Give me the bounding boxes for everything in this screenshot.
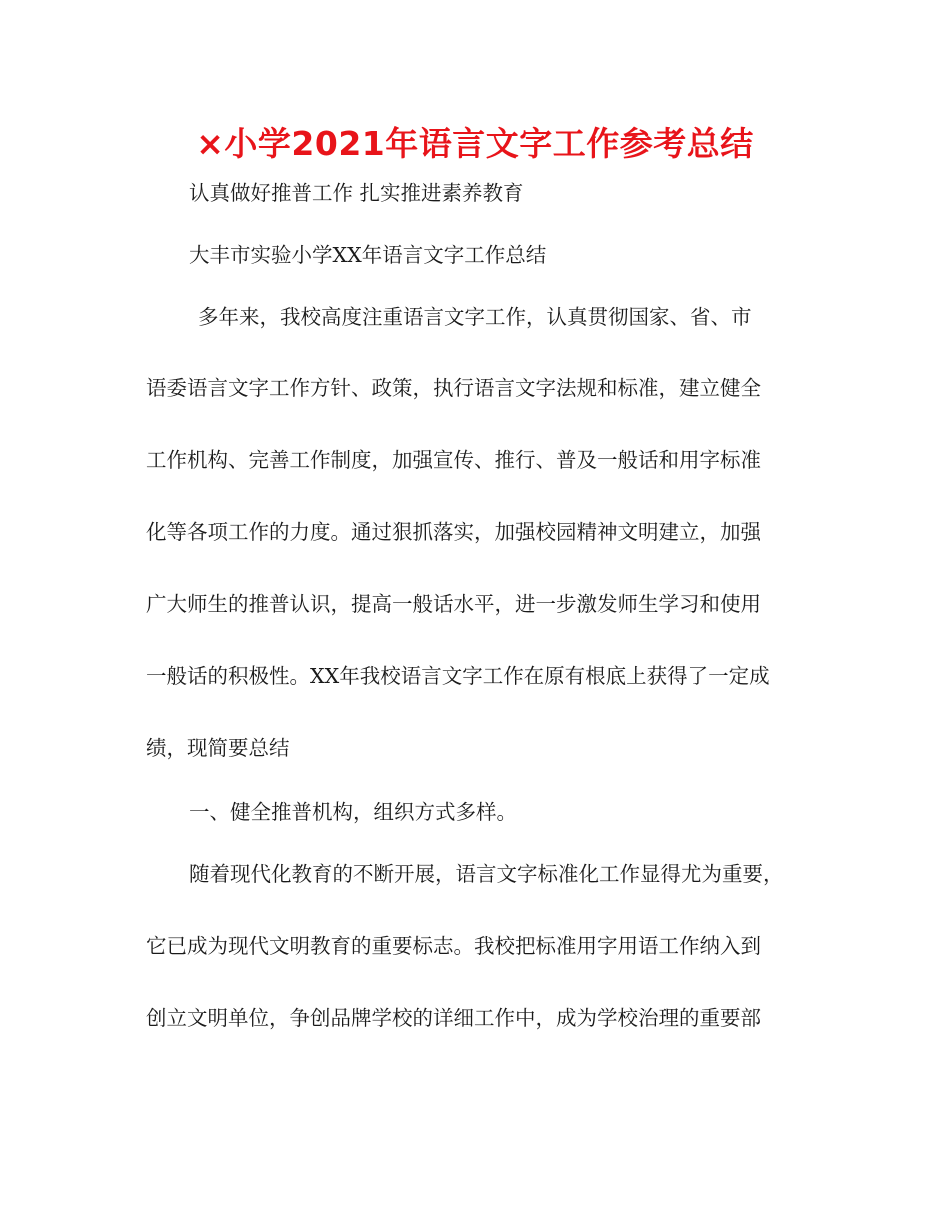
paragraph-line: 化等各项工作的力度。通过狠抓落实，加强校园精神文明建立，加强	[146, 520, 761, 544]
paragraph-line: 绩，现简要总结	[146, 736, 290, 760]
paragraph-line: 一般话的积极性。XX年我校语言文字工作在原有根底上获得了一定成	[146, 664, 770, 688]
section-heading: 一、健全推普机构，组织方式多样。	[189, 800, 517, 824]
paragraph-line: 工作机构、完善工作制度，加强宣传、推行、普及一般话和用字标准	[146, 448, 761, 472]
paragraph-line: 随着现代化教育的不断开展，语言文字标准化工作显得尤为重要，	[189, 862, 784, 886]
paragraph-line: 创立文明单位，争创品牌学校的详细工作中，成为学校治理的重要部	[146, 1006, 761, 1030]
subtitle-line: 认真做好推普工作 扎实推进素养教育	[189, 181, 524, 205]
paragraph-line: 广大师生的推普认识，提高一般话水平，进一步激发师生学习和使用	[146, 592, 761, 616]
document-title: ×小学2021年语言文字工作参考总结	[196, 124, 754, 163]
paragraph-line: 多年来，我校高度注重语言文字工作，认真贯彻国家、省、市	[198, 305, 752, 329]
subheading-line: 大丰市实验小学XX年语言文字工作总结	[189, 243, 547, 267]
paragraph-line: 语委语言文字工作方针、政策，执行语言文字法规和标准，建立健全	[146, 376, 761, 400]
paragraph-line: 它已成为现代文明教育的重要标志。我校把标准用字用语工作纳入到	[146, 934, 761, 958]
